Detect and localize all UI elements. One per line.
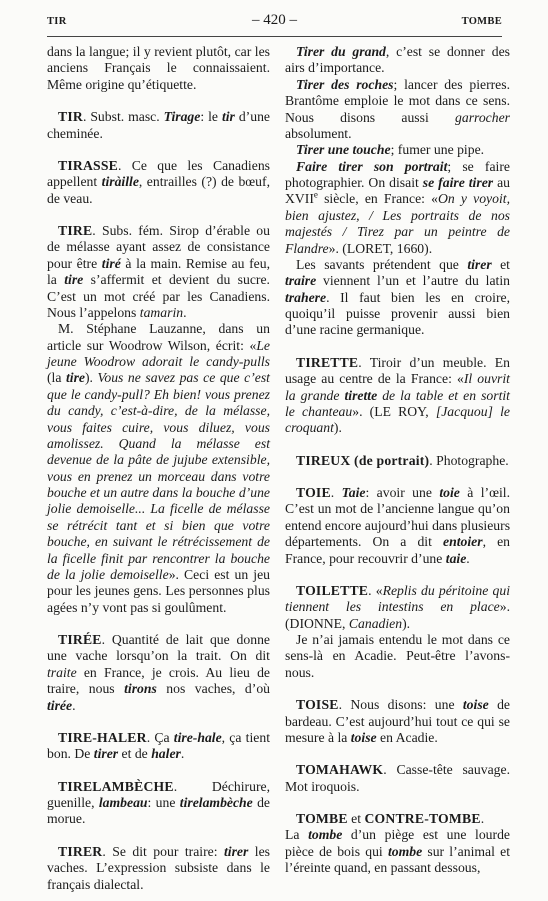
emphasis: toise — [462, 697, 489, 713]
entry-text-run: . — [72, 697, 76, 713]
emphasis: entoier — [443, 534, 483, 550]
emphasis: tir — [221, 109, 235, 125]
entry-text — [285, 485, 510, 567]
entry-text-run: ; se faire photographier. On disait — [285, 158, 510, 190]
emphasis: Tirer du grand — [296, 44, 386, 59]
entry-text — [285, 583, 510, 632]
entry-text-run: . « — [368, 582, 383, 598]
entry-text — [285, 159, 510, 257]
entry-text-run: . Quantité de lait que donne une vache lorsqu’on la trait. On dit — [47, 632, 270, 664]
entry-text: dans la langue; il y revient plutôt, car les anciens Français le connaissaient. Même origine qu’étiquette. — [47, 44, 270, 92]
entry-text-run: ; fumer une pipe. — [390, 142, 485, 158]
emphasis: Tirer une touche — [296, 142, 391, 158]
entry-text-run: . Ça — [146, 729, 174, 745]
quotation: On y voyoit, bien ajustez, / Les portraits de nos majestés / Tirez par un peintre de Flandre — [285, 191, 511, 256]
emphasis: Faire tirer son portrait — [296, 158, 448, 174]
headword: TIRELAMBÈCHE — [58, 778, 174, 794]
entry-text-run: de morue. — [47, 795, 271, 827]
emphasis: traire — [285, 273, 317, 289]
entry-text-run: en France, je crois. Au lieu de traire, nous — [47, 664, 270, 697]
emphasis: Tirage — [163, 109, 201, 125]
entry-tirasse — [47, 158, 270, 207]
entry-text-run: . Se dit pour traire: — [102, 843, 224, 859]
entry-text-run: ». (LORET, 1660). — [328, 240, 433, 256]
headword: TIRER — [58, 843, 103, 859]
entry-text — [47, 779, 270, 828]
entry-text-run: au XVII — [285, 175, 510, 207]
entry-text-run: sur l’animal et l’éreinte quand, en passant dessous, — [285, 843, 510, 876]
entry-text-run: en Acadie. — [376, 729, 438, 745]
entry-text — [285, 762, 510, 795]
emphasis: tire — [65, 370, 85, 386]
entry-text — [47, 321, 270, 616]
entry-tirer — [47, 844, 270, 893]
entry-text — [47, 632, 270, 714]
right-column — [285, 44, 510, 877]
entry-tirette — [285, 355, 510, 437]
emphasis: trahere — [285, 289, 327, 305]
entry-tire — [47, 223, 270, 616]
entry-text-run: à la main. Remise au feu, la — [47, 255, 270, 288]
entry-text-run: , entrailles (?) de bœuf, de veau. — [47, 174, 271, 206]
entry-text-run: ». (DIONNE, — [285, 599, 510, 631]
quotation: Le jeune Woodrow adorait le candy-pulls — [47, 337, 270, 369]
header-left-guideword: TIR — [47, 16, 67, 27]
emphasis: tirée — [47, 697, 73, 713]
entry-text-run: . Casse-tête sauvage. Mot iroquois. — [285, 762, 510, 794]
entry-text — [47, 109, 270, 142]
entry-text — [285, 811, 510, 827]
emphasis: se faire tirer — [422, 175, 494, 190]
headword: TIRASSE — [58, 157, 118, 173]
entry-text-run: . Subs. fém. Sirop d’érable ou de mélasse ayant assez de consistance pour être — [47, 223, 270, 271]
entry-text-run: : avoir une — [365, 485, 440, 500]
entry-text — [285, 827, 510, 876]
entry-text-run: , ça tient bon. De — [47, 729, 270, 762]
italic-text: garrocher — [455, 109, 510, 125]
emphasis: tiré — [101, 255, 121, 271]
entry-text-run: . Subst. masc. — [82, 109, 164, 125]
entry-tir — [47, 109, 270, 142]
entry-text-run: ; lancer des pierres. Brantôme emploie le mot dans ce sens. Nous disons aussi — [285, 76, 511, 125]
entry-text-run: et de — [118, 746, 152, 762]
entry-text-run: s’affermit et devient du sucre. C’est un mot créé par les Canadiens. Nous l’appelons — [47, 272, 270, 320]
entry-text-run: ». (LE ROY, — [352, 403, 436, 419]
superscript: e — [313, 189, 318, 200]
entry-text — [47, 844, 270, 893]
emphasis: tirelambèche — [179, 795, 253, 810]
entry-text — [47, 730, 270, 763]
entry-text-run: siècle, en France: « — [317, 191, 438, 207]
headword: TIRE — [58, 223, 93, 238]
entry-text — [285, 44, 510, 77]
quotation: Il ouvrit la grande — [285, 371, 510, 403]
emphasis: Taie — [341, 485, 366, 500]
entry-toilette — [285, 583, 510, 681]
quotation: de la table et en sortit le chanteau — [285, 387, 510, 419]
quotation: Vous ne savez pas ce que c’est que le candy-pull? Eh bien! vous prenez du candy, c’est-à-dire, de la mélasse, vous faites cuire, vous diluez, vous amolissez. Quand la mélasse est devenue de la pâte de jujube extensible, vous en prenez un morceau dans votre bouche et un autre dans la bouche d’une jolie demoiselle... La ficelle de mélasse se rétrécit tant et si bien que votre bouche, en suivant le rétrécissement de la ficelle finit par rencontrer la bouche de la jolie demoiselle — [47, 370, 270, 582]
headword: TOILETTE — [296, 582, 369, 598]
headword: TIRE-HALER — [58, 729, 147, 745]
entry-tiree — [47, 632, 270, 714]
entry-text-run: . — [330, 485, 342, 500]
headword: TOIE — [296, 485, 331, 500]
entry-text-run: ). — [85, 370, 98, 386]
entry-text-run: . — [180, 746, 185, 762]
headword: TIR — [58, 109, 83, 125]
entry-tirelambeche — [47, 779, 270, 828]
entry-text-run: . — [480, 811, 485, 826]
headword: CONTRE-TOMBE — [364, 811, 481, 826]
entry-text-run: . Déchirure, guenille, — [47, 778, 270, 810]
entry-tomahawk — [285, 762, 510, 795]
header-rule — [47, 36, 502, 37]
headword: TIRETTE — [296, 354, 359, 370]
entry-text-run: et — [347, 811, 365, 826]
page-number: – 420 – — [252, 12, 297, 28]
headword: TOMBE — [296, 811, 348, 826]
entry-text-run: La — [285, 827, 309, 843]
emphasis: tire-hale — [173, 729, 222, 745]
entry-text-run: Les savants prétendent que — [296, 256, 468, 272]
entry-text-run: et — [491, 256, 510, 272]
emphasis: tirer — [93, 746, 119, 762]
entry-text-run: d’un piège est une lourde pièce de bois qui — [285, 827, 511, 859]
emphasis: taie — [445, 550, 467, 566]
entry-tirer-continued — [285, 44, 510, 339]
entry-text — [285, 453, 510, 469]
entry-text-run: . — [466, 550, 470, 566]
italic-text: Canadien — [348, 615, 403, 631]
entry-text-run: . Ce que les Canadiens appellent — [47, 157, 270, 190]
entry-text-run: : une — [147, 795, 180, 810]
entry-text — [285, 257, 510, 339]
emphasis: toise — [350, 729, 377, 745]
emphasis: tombe — [387, 843, 423, 859]
emphasis: toie — [439, 485, 460, 500]
entry-tireux — [285, 453, 510, 469]
entry-toie — [285, 485, 510, 567]
entry-continuation — [47, 44, 270, 93]
entry-text-run: de bardeau. C’est aujourd’hui tout ce qui se mesure à la — [285, 697, 511, 745]
entry-text-run: . Nous disons: une — [338, 697, 463, 713]
headword: TOISE — [296, 697, 339, 713]
entry-text — [47, 223, 270, 321]
entry-text-run: ). — [402, 615, 411, 631]
headword: TIRÉE — [58, 632, 102, 647]
entry-tire-haler — [47, 730, 270, 763]
entry-text-run: ». Ceci est un jeu pour les jeunes gens. Les personnes plus agées n’y vont pas si goulûment. — [47, 566, 270, 615]
entry-text — [285, 77, 510, 143]
entry-text-run: . Tiroir d’un meuble. En usage au centre de la France: « — [285, 354, 510, 387]
italic-text: traite — [47, 664, 77, 680]
italic-text: tamarin — [139, 304, 184, 320]
entry-text-run: ). — [333, 420, 342, 436]
entry-text: Je n’ai jamais entendu le mot dans ce sens-là en Acadie. Peut-être l’avons-nous. — [285, 632, 510, 680]
left-column — [47, 44, 270, 893]
entry-text-run: . Il faut bien les en croire, quoiqu’il puisse provenir aussi bien d’une racine germanique. — [285, 289, 510, 338]
entry-text-run: nos vaches, d’où — [156, 681, 271, 697]
entry-tombe — [285, 811, 510, 877]
italic-text: [Jacquou] le croquant — [285, 403, 510, 436]
emphasis: tiràille — [101, 174, 139, 190]
quotation: Replis du péritoine qui tiennent les intestins en place — [285, 582, 510, 615]
entry-text — [285, 697, 510, 746]
emphasis: tombe — [308, 827, 343, 843]
entry-text-run: les vaches. L’expression subsiste dans le français dialectal. — [47, 843, 270, 892]
headword: TIREUX (de portrait) — [296, 452, 430, 468]
emphasis: tirons — [124, 681, 157, 697]
emphasis: Tirer des roches — [296, 76, 394, 92]
headword: TOMAHAWK — [296, 762, 384, 778]
emphasis: tire — [64, 272, 84, 288]
entry-text-run: à l’œil. C’est un mot de l’ancienne langue qu’on entend encore aujourd’hui dans plusieurs départements. On a dit — [285, 485, 511, 550]
entry-text-run: , en France, pour recouvrir d’une — [285, 534, 510, 566]
entry-text-run: M. Stéphane Lauzanne, dans un article sur Woodrow Wilson, écrit: « — [47, 321, 270, 353]
entry-text-run: . Photographe. — [429, 452, 509, 468]
entry-text-run: (la — [47, 370, 66, 386]
emphasis: haler — [151, 746, 181, 762]
entry-text-run: viennent l’un et l’autre du latin — [316, 273, 510, 289]
entry-text — [285, 355, 510, 437]
entry-text-run: : le — [200, 109, 222, 125]
entry-text — [47, 158, 270, 207]
running-header — [47, 12, 502, 32]
entry-text-run: . — [183, 304, 187, 320]
header-right-guideword: TOMBE — [461, 16, 502, 27]
emphasis: tirer — [467, 256, 492, 272]
entry-text-run: d’une cheminée. — [47, 109, 270, 141]
emphasis: tirette — [344, 387, 378, 403]
entry-text-run: absolument. — [285, 125, 352, 141]
emphasis: lambeau — [98, 795, 148, 810]
entry-text — [285, 142, 510, 158]
entry-toise — [285, 697, 510, 746]
entry-text-run: , c’est se donner des airs d’importance. — [285, 44, 510, 76]
emphasis: tirer — [223, 843, 249, 859]
